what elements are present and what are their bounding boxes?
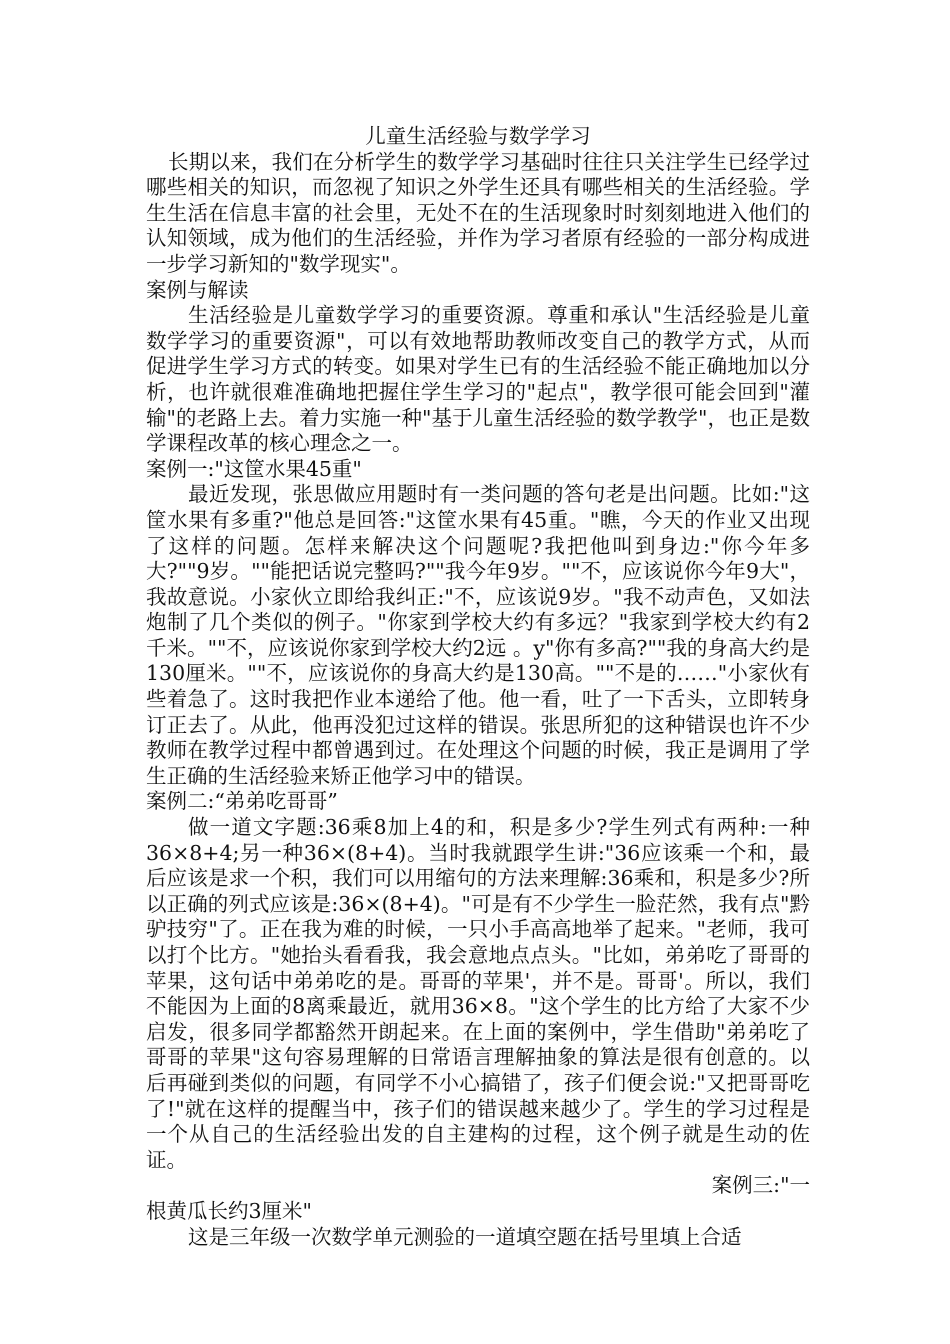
case3-heading-part1: 案例三:"一 bbox=[711, 1173, 810, 1198]
section-heading: 案例与解读 bbox=[146, 277, 249, 302]
case1-paragraph: 最近发现，张思做应用题时有一类问题的答句老是出问题。比如:"这筐水果有多重?"他总是回答:"这筐水果有45重。"瞧，今天的作业又出现了这样的问题。怎样来解决这个问题呢?我把他叫到身边:"你今年多大?""9岁。""能把话说完整吗?""我今年9岁。""不，应该说你今年9大"，我故意说。小家伙立即给我纠正:"不，应该说9岁。"我不动声色，又如法炮制了几个类似的例子。"你家到学校大约有多远？"我家到学校大约有2千米。""不，应该说你家到学校大约2远 。y"你有多高?""我的身高大约是130厘米。""不，应该说你的身高大约是130高。""不是的……"小家伙有些着急了。这时我把作业本递给了他。他一看，吐了一下舌头，立即转身订正去了。从此，他再没犯过这样的错误。张思所犯的这种错误也许不少教师在教学过程中都曾遇到过。在处理这个问题的时候，我正是调用了学生正确的生活经验来矫正他学习中的错误。 bbox=[146, 482, 810, 788]
case2-paragraph: 做一道文字题:36乘8加上4的和，积是多少?学生列式有两种:一种36×8+4;另一种36×(8+4)。当时我就跟学生讲:"36应该乘一个和，最后应该是求一个积，我们可以用缩句的方法来理解:36乘和，积是多少?所以正确的列式应该是:36×(8+4)。"可是有不少学生一脸茫然，我有点"黔驴技穷"了。正在我为难的时候，一只小手高高地举了起来。"老师，我可以打个比方。"她抬头看看我，我会意地点点头。"比如，弟弟吃了哥哥的苹果，这句话中弟弟吃的是。哥哥的苹果'，并不是。哥哥'。所以，我们不能因为上面的8离乘最近，就用36×8。"这个学生的比方给了大家不少启发，很多同学都豁然开朗起来。在上面的案例中，学生借助"弟弟吃了哥哥的苹果"这句容易理解的日常语言理解抽象的算法是很有创意的。以后再碰到类似的问题，有同学不小心搞错了，孩子们便会说:"又把哥哥吃了!"就在这样的提醒当中，孩子们的错误越来越少了。学生的学习过程是一个从自己的生活经验出发的自主建构的过程，这个例子就是生动的佐证。 bbox=[146, 815, 810, 1172]
case2-heading: 案例二:“弟弟吃哥哥” bbox=[146, 789, 338, 814]
section-paragraph: 生活经验是儿童数学学习的重要资源。尊重和承认"生活经验是儿童数学学习的重要资源"，可以有效地帮助教师改变自己的教学方式，从而促进学生学习方式的转变。如果对学生已有的生活经验不能正确地加以分析，也许就很难准确地把握住学生学习的"起点"，教学很可能会回到"灌输"的老路上去。着力实施一种"基于儿童生活经验的数学教学"，也正是数学课程改革的核心理念之一。 bbox=[146, 303, 810, 456]
case3-heading-part2: 根黄瓜长约3厘米" bbox=[146, 1198, 312, 1223]
document-title: 儿童生活经验与数学学习 bbox=[365, 124, 591, 148]
intro-paragraph: 长期以来，我们在分析学生的数学学习基础时往往只关注学生已经学过哪些相关的知识，而忽视了知识之外学生还具有哪些相关的生活经验。学生生活在信息丰富的社会里，无处不在的生活现象时时刻刻地进入他们的认知领域，成为他们的生活经验，并作为学习者原有经验的一部分构成进一步学习新知的"数学现实"。 bbox=[146, 149, 810, 276]
case3-heading-line bbox=[146, 1173, 810, 1199]
case3-paragraph-start: 这是三年级一次数学单元测验的一道填空题在括号里填上合适 bbox=[188, 1224, 742, 1249]
document-body bbox=[146, 124, 810, 1250]
case1-heading: 案例一:"这筐水果45重" bbox=[146, 456, 362, 481]
